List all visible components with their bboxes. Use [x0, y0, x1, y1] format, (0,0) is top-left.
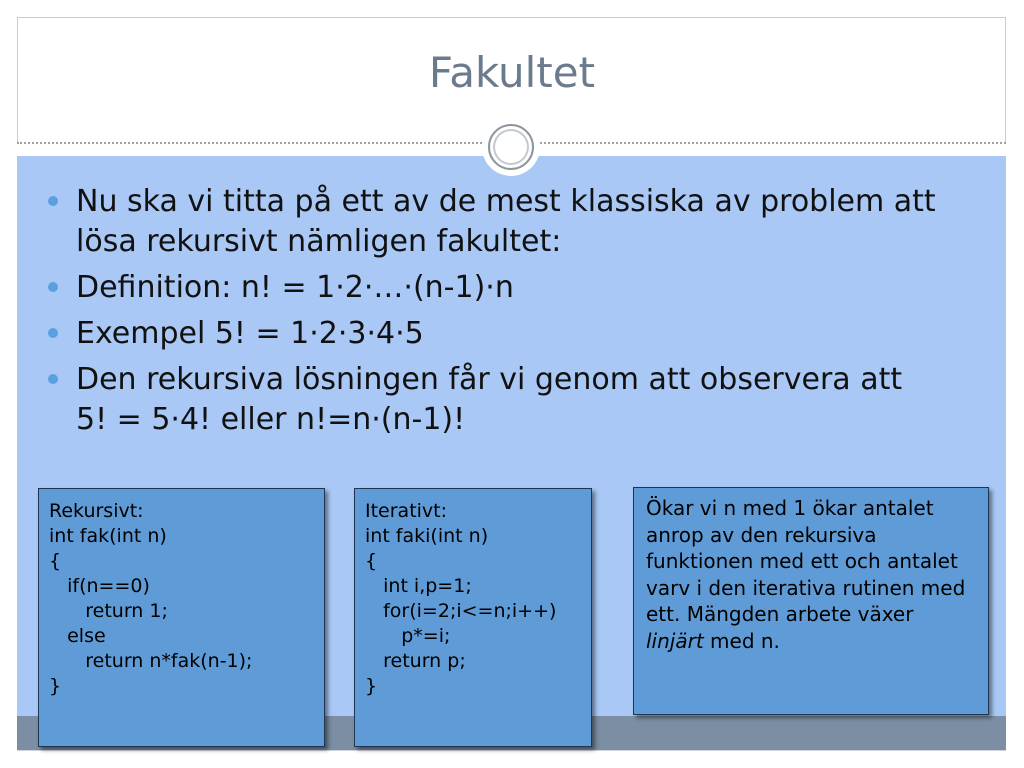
recursive-code-box	[38, 488, 325, 747]
code-line: {	[49, 550, 62, 572]
code-line: else	[49, 625, 106, 647]
code-line: for(i=2;i<=n;i++)	[365, 600, 557, 622]
code-line: int i,p=1;	[365, 575, 472, 597]
bullet-text: Nu ska vi titta på ett av de mest klassiska av problem att lösa rekursivt nämligen fakultet:	[76, 184, 936, 259]
code-line: }	[49, 675, 62, 697]
note-emphasis: linjärt	[646, 628, 704, 653]
ring-icon	[488, 124, 534, 170]
note-box	[633, 487, 989, 715]
code-line: return n*fak(n-1);	[49, 650, 253, 672]
code-line: p*=i;	[365, 625, 451, 647]
code-line: Iterativt:	[365, 500, 448, 522]
code-line: int faki(int n)	[365, 525, 489, 547]
bullet-text: Exempel 5! = 1·2·3·4·5	[76, 316, 424, 351]
bullet-text: Definition: n! = 1·2·…·(n-1)·n	[76, 270, 514, 305]
note-text-end: med n.	[703, 628, 780, 653]
slide-title: Fakultet	[428, 48, 596, 97]
code-line: int fak(int n)	[49, 525, 167, 547]
code-line: }	[365, 675, 378, 697]
bullet-item	[42, 268, 942, 308]
bullet-dot-icon	[48, 282, 58, 292]
code-line: return 1;	[49, 600, 168, 622]
circle-ornament-icon	[482, 118, 540, 176]
code-line: if(n==0)	[49, 575, 150, 597]
bullet-dot-icon	[48, 374, 58, 384]
code-line: return p;	[365, 650, 466, 672]
bullet-item	[42, 182, 942, 262]
code-line: Rekursivt:	[49, 500, 144, 522]
bullet-text: Den rekursiva lösningen får vi genom att observera att 5! = 5·4! eller n!=n·(n-1)!	[76, 362, 903, 437]
bullet-item	[42, 314, 942, 354]
bullet-dot-icon	[48, 328, 58, 338]
code-line: {	[365, 550, 378, 572]
footer-line	[17, 750, 1006, 751]
bullet-item	[42, 360, 942, 440]
note-text: Ökar vi n med 1 ökar antalet anrop av den rekursiva funktionen med ett och antalet varv i den iterativa rutinen med ett. Mängden arbete växer	[646, 496, 966, 626]
iterative-code-box	[354, 488, 592, 747]
bullet-dot-icon	[48, 196, 58, 206]
bullet-list	[42, 182, 942, 446]
